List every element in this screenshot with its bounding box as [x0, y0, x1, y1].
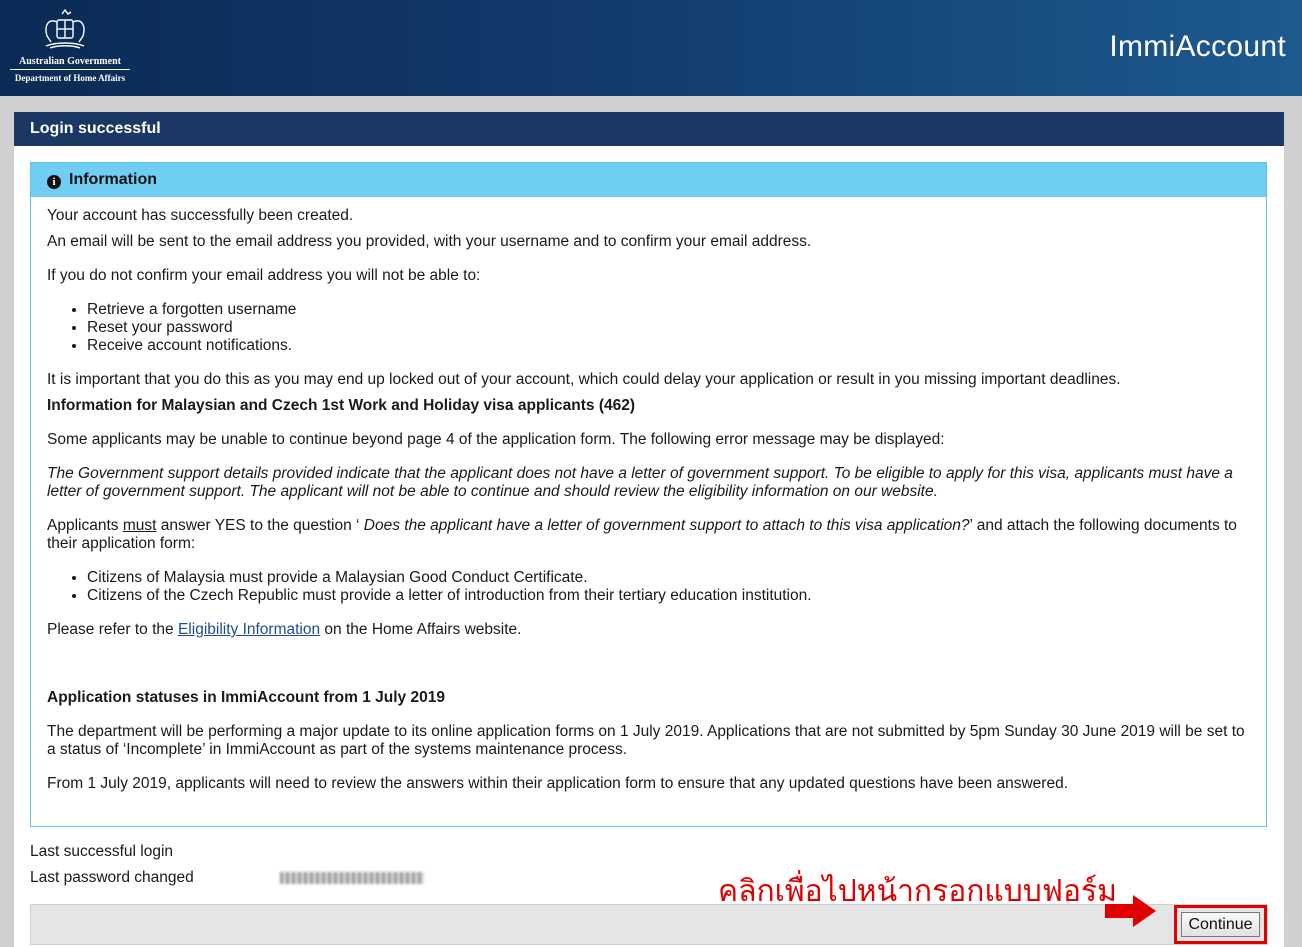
department-name: Department of Home Affairs: [14, 73, 126, 83]
text-fragment: on the Home Affairs website.: [320, 621, 522, 638]
logo-divider: [10, 69, 130, 70]
must-emphasis: must: [122, 517, 157, 534]
information-body: [31, 197, 1266, 793]
information-box: [30, 162, 1267, 827]
paragraph-email-sent: An email will be sent to the email address you provided, with your username and to confirm your email address.: [47, 233, 812, 250]
paragraph-account-created: Your account has successfully been created.: [47, 207, 354, 224]
app-title: ImmiAccount: [1109, 30, 1286, 63]
last-password-value-blurred: [280, 872, 424, 884]
panel-title: Login successful: [14, 112, 1284, 146]
question-text: Does the applicant have a letter of government support to attach to this visa application?: [363, 517, 970, 534]
information-heading: Information: [69, 171, 157, 188]
continue-highlight-box: [1174, 905, 1267, 944]
last-password-label: Last password changed: [30, 869, 194, 886]
text-fragment: ’ and attach the following documents to their application form:: [47, 517, 1237, 552]
text-fragment: answer YES to the question ‘: [156, 517, 364, 534]
info-circle-icon: i: [47, 175, 61, 189]
paragraph-review-answers: From 1 July 2019, applicants will need to review the answers within their application form to ensure that any updated questions have been answered.: [47, 775, 1069, 792]
paragraph-refer: [47, 621, 1250, 639]
right-arrow-icon: [1103, 894, 1157, 928]
paragraph-applicants-must: [47, 517, 1250, 553]
paragraph-major-update: The department will be performing a major update to its online application forms on 1 July 2019. Applications that are not submitted by 5pm Sunday 30 June 2019 will be set to a status of ‘Incomplete’ in ImmiAccount as part of the systems maintenance process.: [47, 723, 1245, 758]
list-item: • Citizens of Malaysia must provide a Malaysian Good Conduct Certificate.: [87, 569, 1250, 587]
heading-malaysian-czech: Information for Malaysian and Czech 1st Work and Holiday visa applicants (462): [47, 397, 636, 414]
information-header: [31, 163, 1266, 197]
list-item: • Receive account notifications.: [87, 337, 1250, 355]
last-login-label: Last successful login: [30, 843, 174, 860]
gov-name: Australian Government: [19, 56, 121, 67]
list-item: • Retrieve a forgotten username: [87, 301, 1250, 319]
site-header: [0, 0, 1302, 96]
paragraph-important: It is important that you do this as you may end up locked out of your account, which could delay your application or result in you missing important deadlines.: [47, 371, 1121, 388]
consequences-list: [47, 301, 1250, 355]
list-item: • Reset your password: [87, 319, 1250, 337]
text-fragment: Applicants: [47, 517, 123, 534]
list-item: • Citizens of the Czech Republic must provide a letter of introduction from their tertiary education institution.: [87, 587, 1250, 605]
eligibility-information-link[interactable]: Eligibility Information: [177, 621, 321, 638]
text-fragment: Please refer to the: [47, 621, 178, 638]
login-meta: [30, 842, 194, 894]
paragraph-confirm-email: If you do not confirm your email address you will not be able to:: [47, 267, 481, 284]
error-message-text: The Government support details provided indicate that the applicant does not have a letter of government support. To be eligible to apply for this visa, applicants must have a letter of government support. The applicant will not be able to continue and should review the eligibility information on our website.: [47, 465, 1233, 500]
coat-of-arms-icon: [38, 8, 92, 52]
login-panel: [14, 112, 1284, 947]
annotation-text: คลิกเพื่อไปหน้ากรอกแบบฟอร์ม: [718, 874, 1117, 909]
documents-list: [47, 569, 1250, 605]
paragraph-unable-continue: Some applicants may be unable to continue beyond page 4 of the application form. The following error message may be displayed:: [47, 431, 945, 448]
heading-application-statuses: Application statuses in ImmiAccount from 1 July 2019: [47, 689, 445, 706]
continue-button[interactable]: Continue: [1181, 912, 1260, 937]
